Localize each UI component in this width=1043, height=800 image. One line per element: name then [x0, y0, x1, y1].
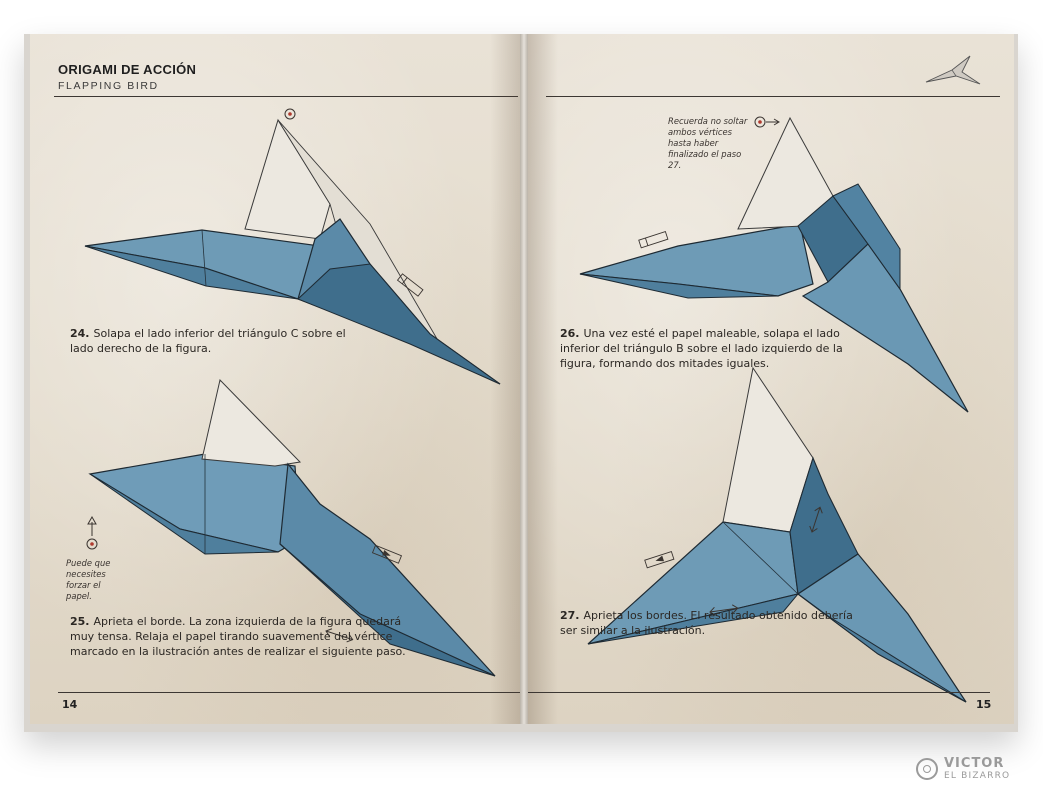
target-arrow-icon [87, 517, 97, 549]
step-27-text: Aprieta los bordes. El resultado obtenido debería ser similar a la ilustración. [560, 609, 853, 637]
footer-rule-right [528, 692, 990, 693]
page-number-left: 14 [62, 698, 78, 711]
push-arrow-icon [645, 552, 674, 568]
left-page [30, 34, 520, 724]
push-arrow-icon [639, 232, 668, 248]
step-27 [560, 608, 860, 638]
step-25-text: Aprieta el borde. La zona izquierda de la figura quedará muy tensa. Relaja el papel tirando suavemente del vértice marcado en la ilustración antes de realizar el siguiente paso. [70, 615, 406, 658]
watermark-line1: VICTOR [944, 756, 1005, 771]
right-page [528, 34, 1014, 724]
footer-rule-left [58, 692, 520, 693]
watermark [916, 756, 1026, 786]
step-24-number: 24. [70, 327, 90, 340]
figure-step-27 [528, 354, 1014, 714]
step-26-number: 26. [560, 327, 580, 340]
open-book [24, 34, 1018, 732]
step-24 [70, 326, 370, 356]
header-title: ORIGAMI DE ACCIÓN [58, 62, 197, 77]
target-arrow-icon [755, 117, 779, 127]
note-force-paper: Puede que necesites forzar el papel. [66, 558, 111, 601]
book-spine [520, 34, 528, 724]
watermark-line2: EL BIZARRO [944, 771, 1011, 781]
header-subtitle: FLAPPING BIRD [58, 80, 159, 92]
page-number-right: 15 [976, 698, 992, 711]
watermark-eye-icon [916, 758, 938, 780]
step-27-number: 27. [560, 609, 580, 622]
step-26-text: Una vez esté el papel maleable, solapa el lado inferior del triángulo B sobre el lado izquierdo de la figura, formando dos mitades iguales. [560, 327, 843, 370]
step-25-number: 25. [70, 615, 90, 628]
step-24-text: Solapa el lado inferior del triángulo C sobre el lado derecho de la figura. [70, 327, 346, 355]
note-hold-vertices: Recuerda no soltar ambos vértices hasta haber finalizado el paso 27. [668, 116, 748, 170]
step-25 [70, 614, 410, 659]
